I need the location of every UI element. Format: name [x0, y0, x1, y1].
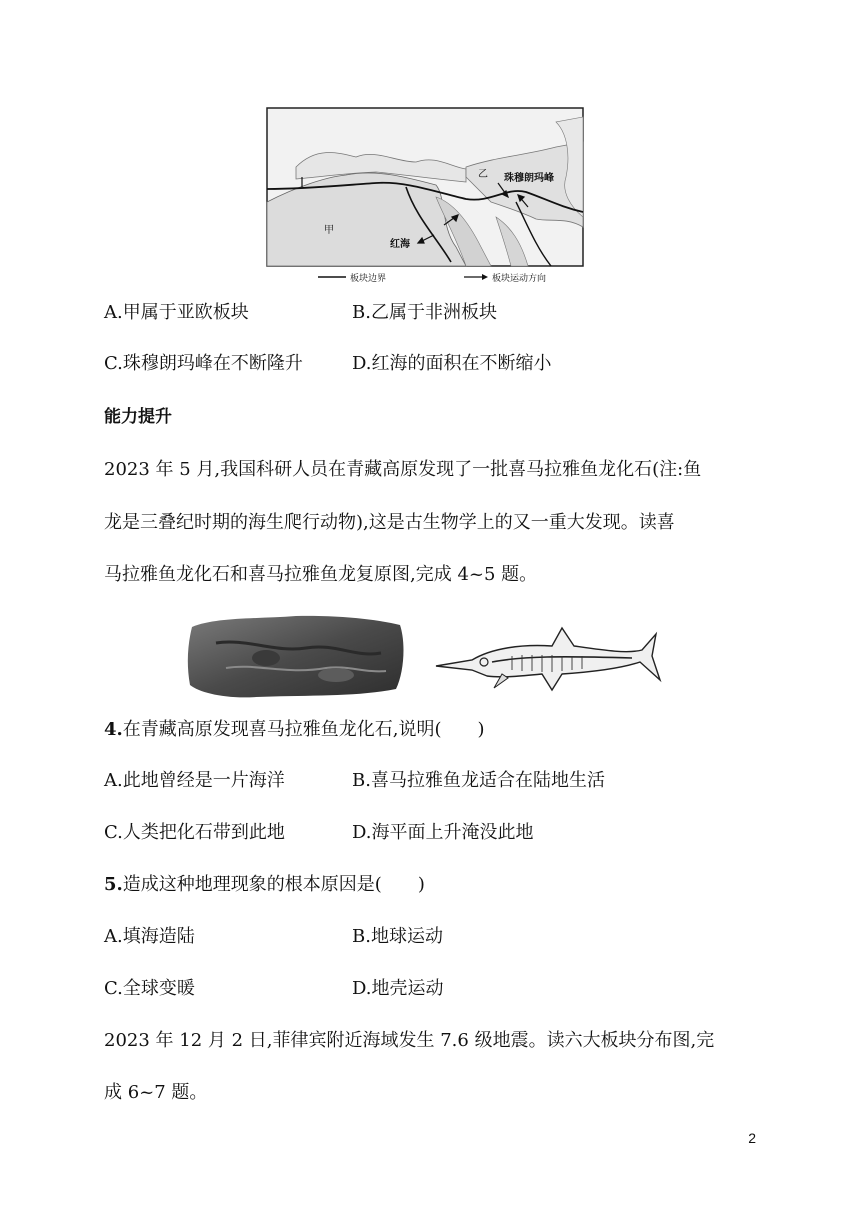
intro1-line3: 马拉雅鱼龙化石和喜马拉雅鱼龙复原图,完成 4~5 题。 [104, 564, 538, 585]
q4-number: 4. [104, 719, 123, 740]
q3-option-a[interactable]: A.甲属于亚欧板块 [104, 302, 249, 323]
q4-option-b[interactable]: B.喜马拉雅鱼龙适合在陆地生活 [352, 770, 605, 791]
q5-option-c[interactable]: C.全球变暖 [104, 978, 195, 999]
q5-stem [104, 873, 425, 897]
q4-stem-text: 在青藏高原发现喜马拉雅鱼龙化石,说明( ) [122, 719, 485, 740]
q5-number: 5. [104, 874, 123, 895]
q4-option-a[interactable]: A.此地曾经是一片海洋 [104, 770, 285, 791]
q5-option-b[interactable]: B.地球运动 [352, 926, 443, 947]
legend-boundary-label: 板块边界 [350, 274, 387, 284]
intro1-line2: 龙是三叠纪时期的海生爬行动物),这是古生物学上的又一重大发现。读喜 [104, 512, 675, 533]
q3-option-c[interactable]: C.珠穆朗玛峰在不断隆升 [104, 353, 303, 374]
q5-stem-text: 造成这种地理现象的根本原因是( ) [122, 874, 425, 895]
q3-option-d[interactable]: D.红海的面积在不断缩小 [352, 353, 552, 374]
q5-option-d[interactable]: D.地壳运动 [352, 978, 444, 999]
fossil-photo [186, 613, 408, 699]
ichthyosaur-reconstruction [432, 620, 662, 700]
q3-option-b[interactable]: B.乙属于非洲板块 [352, 302, 497, 323]
q4-option-c[interactable]: C.人类把化石带到此地 [104, 822, 285, 843]
label-everest: 珠穆朗玛峰 [504, 173, 554, 184]
intro1-line1: 2023 年 5 月,我国科研人员在青藏高原发现了一批喜马拉雅鱼龙化石(注:鱼 [104, 459, 702, 480]
q4-option-d[interactable]: D.海平面上升淹没此地 [352, 822, 534, 843]
section-title: 能力提升 [104, 407, 172, 427]
label-jia: 甲 [324, 225, 334, 236]
q5-option-a[interactable]: A.填海造陆 [104, 926, 195, 947]
q4-stem [104, 718, 485, 742]
intro2-line2: 成 6~7 题。 [104, 1082, 208, 1103]
legend-motion-label: 板块运动方向 [492, 274, 547, 284]
intro2-line1: 2023 年 12 月 2 日,菲律宾附近海域发生 7.6 级地震。读六大板块分布图,完 [104, 1030, 715, 1051]
label-redsea: 红海 [390, 239, 410, 250]
plate-map-figure [266, 107, 584, 285]
page-number: 2 [748, 1130, 756, 1146]
label-yi: 乙 [478, 169, 488, 180]
